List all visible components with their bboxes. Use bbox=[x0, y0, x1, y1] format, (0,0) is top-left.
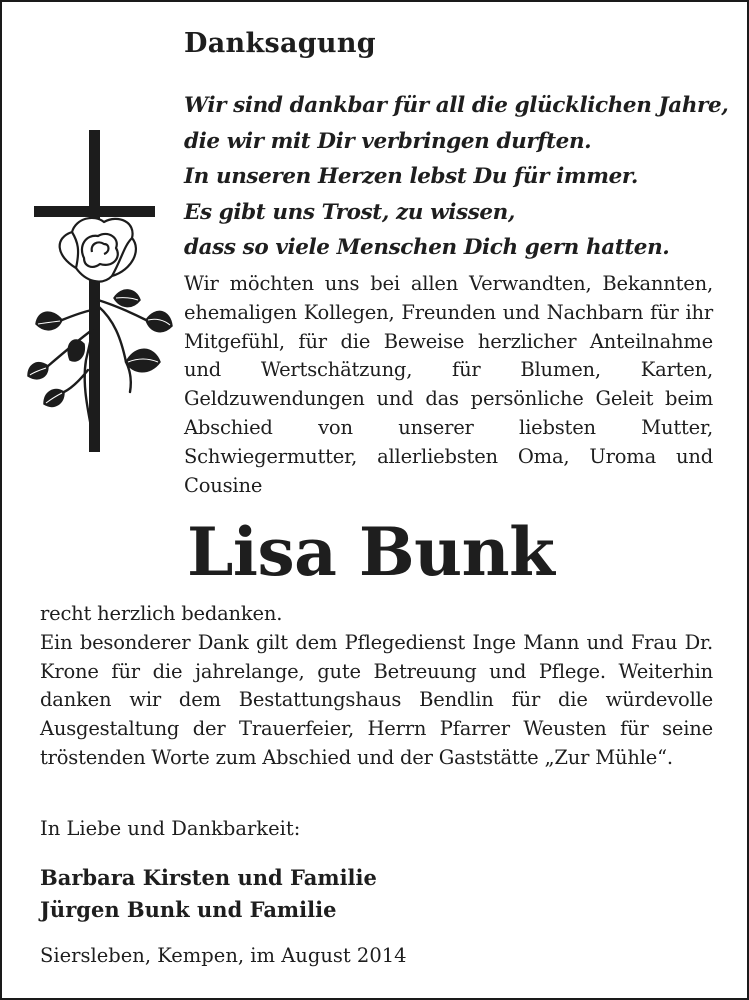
thanks-paragraph bbox=[40, 600, 713, 773]
poem-line: In unseren Herzen lebst Du für immer. bbox=[184, 164, 638, 189]
poem-line: Es gibt uns Trost, zu wissen, bbox=[184, 199, 515, 225]
thanks-body: Ein besonderer Dank gilt dem Pflegedienst Inge Mann und Frau Dr. Krone für die jahrelange, gute Betreuung und Pflege. Weiterhin danken wir dem Bestattungshaus Bendlin für die würdevolle Ausgestaltung der Trauerfeier, Herrn Pfarrer Weusten für seine tröstenden Worte zum Abschied und der Gaststätte „Zur Mühle“. bbox=[40, 630, 713, 769]
signers bbox=[40, 862, 377, 926]
signer: Jürgen Bunk und Familie bbox=[40, 897, 337, 922]
thanks-first-line: recht herzlich bedanken. bbox=[40, 602, 283, 625]
poem-line: die wir mit Dir verbringen durften. bbox=[184, 128, 592, 154]
closing-line: In Liebe und Dankbarkeit: bbox=[40, 817, 301, 840]
page-title: Danksagung bbox=[184, 28, 376, 59]
deceased-name: Lisa Bunk bbox=[187, 513, 555, 591]
poem bbox=[184, 88, 729, 266]
intro-paragraph: Wir möchten uns bei allen Verwandten, Bekannten, ehemaligen Kollegen, Freunden und Nachbarn für ihr Mitgefühl, für die Beweise herzlicher Anteilnahme und Wertschätzung, für Blumen, Karten, Geldzuwendungen und das persönliche Geleit beim Abschied von unserer liebsten Mutter, Schwiegermutter, allerliebsten Oma, Uroma und Cousine bbox=[184, 272, 713, 497]
signer: Barbara Kirsten und Familie bbox=[40, 865, 377, 890]
poem-line: Wir sind dankbar für all die glücklichen Jahre, bbox=[184, 93, 729, 118]
place-and-date: Siersleben, Kempen, im August 2014 bbox=[40, 944, 407, 967]
cross-with-rose-icon bbox=[26, 130, 174, 456]
poem-line: dass so viele Menschen Dich gern hatten. bbox=[184, 235, 670, 260]
